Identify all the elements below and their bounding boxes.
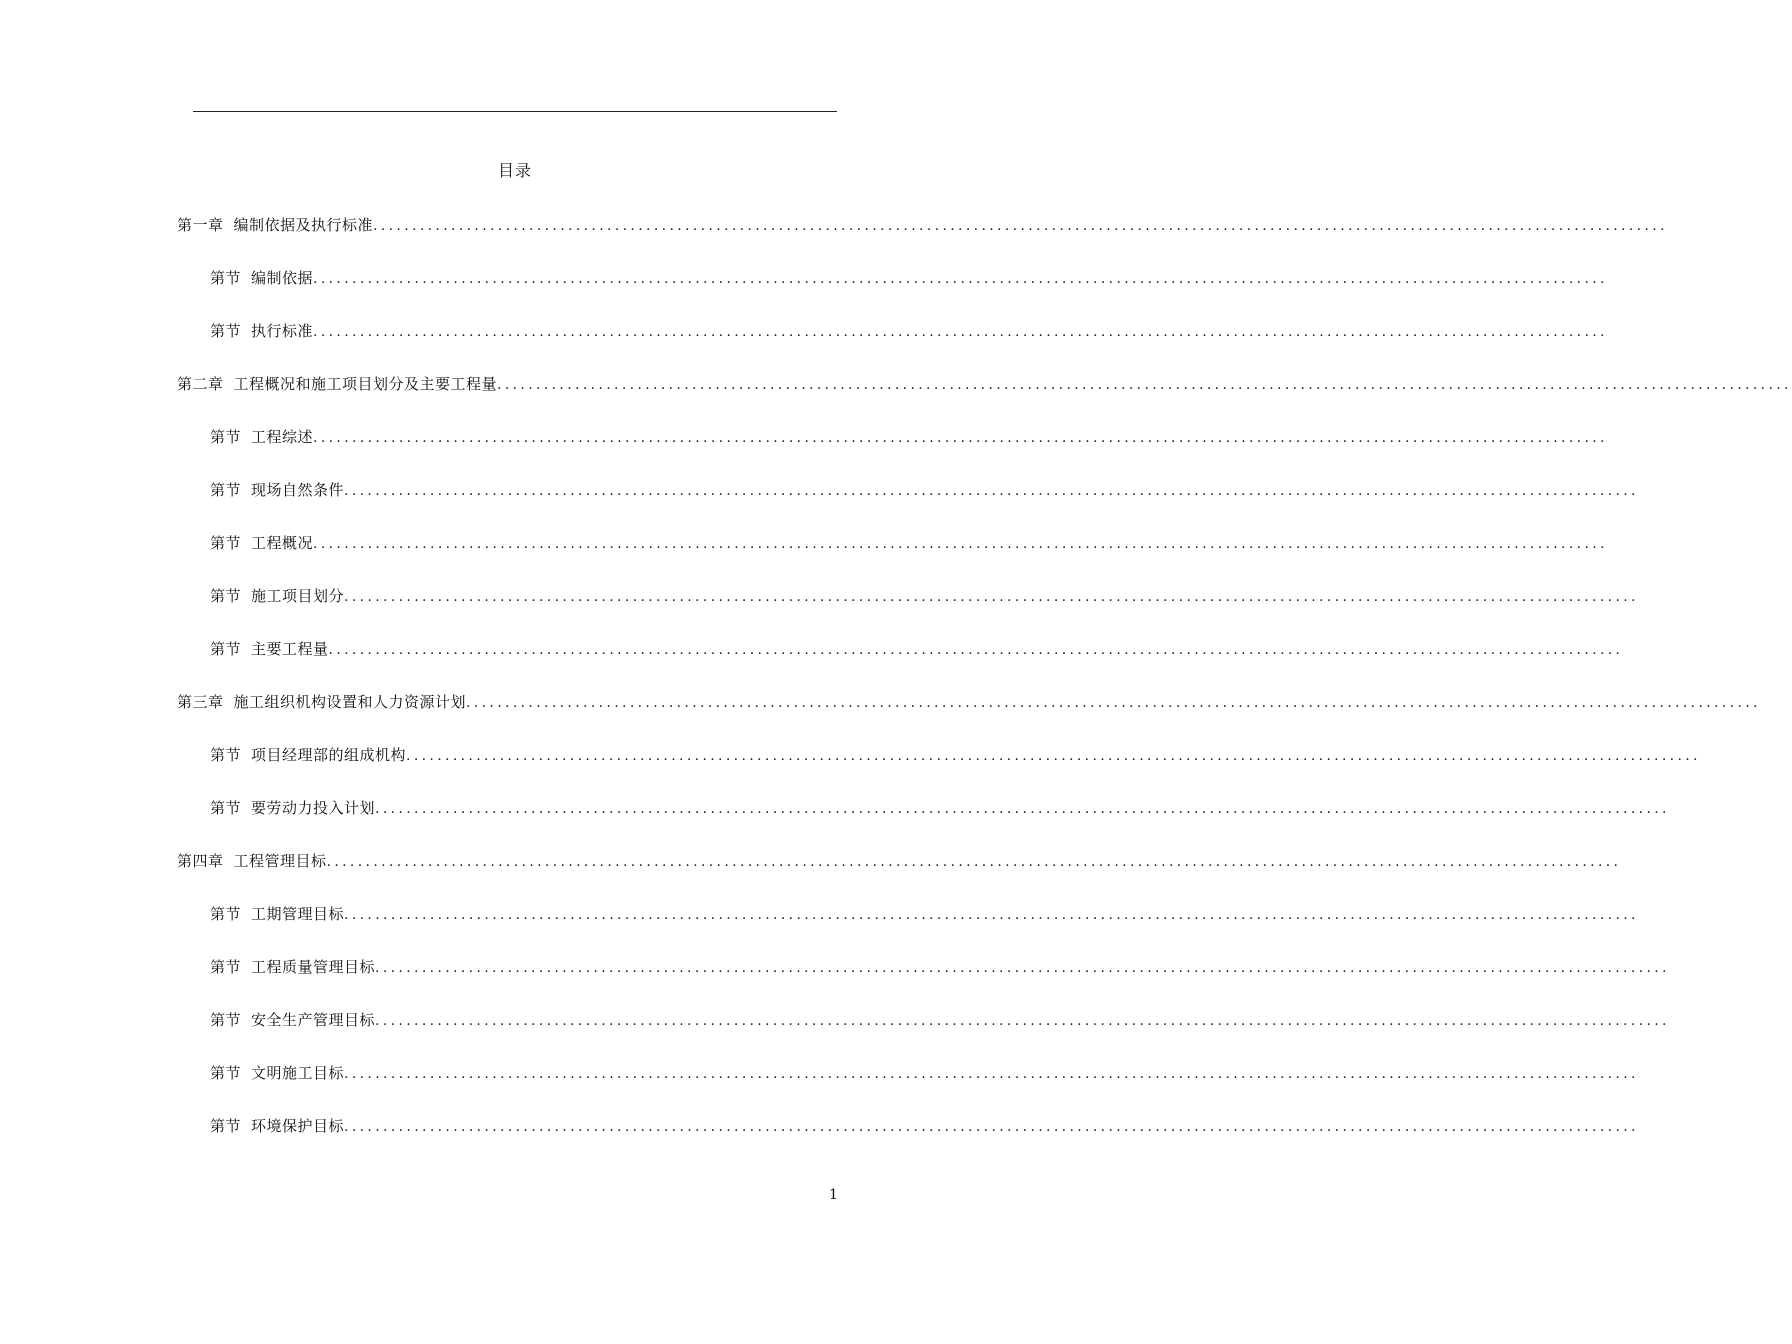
toc-entry-prefix: 第三章 [177,693,224,711]
dot-leader: ...................................................................................................................................................................... [497,377,1792,393]
toc-entry-section[interactable] [210,953,1670,977]
toc-entry-section[interactable] [210,476,1639,500]
toc-entry-label [210,1115,344,1136]
toc-entry-section[interactable] [210,1006,1670,1030]
dot-leader: ...................................................................................................................................................................... [375,801,1670,817]
toc-entry-section[interactable] [210,423,1608,447]
dot-leader: ...................................................................................................................................................................... [344,907,1639,923]
toc-entry-label [210,479,344,500]
toc-entry-prefix: 第节 [210,481,242,499]
toc-entry-label [177,850,327,871]
dot-leader: ...................................................................................................................................................................... [313,271,1608,287]
toc-entry-section[interactable] [210,317,1608,341]
toc-entry-section[interactable] [210,635,1624,659]
toc-entry-prefix: 第节 [210,640,242,658]
toc-entry-prefix: 第节 [210,1011,242,1029]
toc-entry-text: 项目经理部的组成机构 [251,746,407,764]
page-number: 1 [829,1187,838,1203]
toc-entry-text: 执行标准 [251,322,314,340]
toc-entry-text: 要劳动力投入计划 [251,799,376,817]
toc-entry-text: 施工组织机构设置和人力资源计划 [233,693,467,711]
toc-entry-prefix: 第节 [210,1117,242,1135]
toc-entry-text: 环境保护目标 [251,1117,345,1135]
toc-entry-prefix: 第四章 [177,852,224,870]
toc-entry-text: 施工项目划分 [251,587,345,605]
toc-entry-text: 工程概况 [251,534,314,552]
toc-entry-prefix: 第二章 [177,375,224,393]
toc-entry-label [210,267,313,288]
toc-entry-label [210,1062,344,1083]
toc-entry-section[interactable] [210,264,1608,288]
toc-entry-label [210,956,375,977]
toc-entry-label [210,744,406,765]
toc-entry-text: 主要工程量 [251,640,329,658]
dot-leader: ...................................................................................................................................................................... [375,1013,1670,1029]
toc-entry-text: 编制依据及执行标准 [233,216,374,234]
toc-entry-prefix: 第节 [210,799,242,817]
dot-leader: ...................................................................................................................................................................... [344,1066,1639,1082]
toc-entry-prefix: 第一章 [177,216,224,234]
toc-entry-chapter-4[interactable] [177,847,1622,871]
toc-entry-label [210,532,313,553]
toc-entry-section[interactable] [210,1112,1639,1136]
toc-entry-text: 文明施工目标 [251,1064,345,1082]
dot-leader: ...................................................................................................................................................................... [313,536,1608,552]
toc-entry-label [210,426,313,447]
toc-entry-label [210,1009,375,1030]
toc-entry-section[interactable] [210,900,1639,924]
toc-entry-prefix: 第节 [210,428,242,446]
toc-title: 目录 [497,161,532,180]
toc-entry-label [177,691,466,712]
toc-entry-text: 工程管理目标 [233,852,327,870]
dot-leader: ...................................................................................................................................................................... [328,642,1624,658]
toc-entry-label [210,638,329,659]
dot-leader: ...................................................................................................................................................................... [326,854,1622,870]
toc-entry-label [210,797,375,818]
toc-entry-text: 编制依据 [251,269,314,287]
dot-leader: ...................................................................................................................................................................... [344,483,1639,499]
toc-entry-text: 工程质量管理目标 [251,958,376,976]
toc-entry-label [210,320,313,341]
toc-entry-prefix: 第节 [210,905,242,923]
toc-entry-text: 工期管理目标 [251,905,345,923]
toc-entry-section[interactable] [210,794,1670,818]
dot-leader: ...................................................................................................................................................................... [375,960,1670,976]
toc-entry-section[interactable] [210,1059,1639,1083]
toc-entry-section[interactable] [210,741,1701,765]
toc-entry-chapter-1[interactable] [177,211,1668,235]
toc-entry-prefix: 第节 [210,269,242,287]
dot-leader: ...................................................................................................................................................................... [344,1119,1639,1135]
toc-entry-text: 工程概况和施工项目划分及主要工程量 [233,375,498,393]
toc-entry-prefix: 第节 [210,322,242,340]
toc-entry-prefix: 第节 [210,1064,242,1082]
dot-leader: ...................................................................................................................................................................... [373,218,1668,234]
toc-entry-prefix: 第节 [210,534,242,552]
toc-entry-section[interactable] [210,529,1608,553]
dot-leader: ...................................................................................................................................................................... [313,324,1608,340]
toc-entry-label [210,585,344,606]
toc-entry-chapter-2[interactable] [177,370,1792,394]
dot-leader: ...................................................................................................................................................................... [313,430,1608,446]
toc-entry-label [210,903,344,924]
toc-entry-text: 现场自然条件 [251,481,345,499]
toc-entry-section[interactable] [210,582,1639,606]
toc-entry-chapter-3[interactable] [177,688,1761,712]
toc-entry-prefix: 第节 [210,958,242,976]
toc-entry-label [177,214,373,235]
dot-leader: ...................................................................................................................................................................... [344,589,1639,605]
dot-leader: ...................................................................................................................................................................... [466,695,1761,711]
dot-leader: ...................................................................................................................................................................... [406,748,1701,764]
toc-entry-text: 工程综述 [251,428,314,446]
toc-entry-label [177,373,497,394]
toc-entry-prefix: 第节 [210,746,242,764]
toc-entry-text: 安全生产管理目标 [251,1011,376,1029]
toc-entry-prefix: 第节 [210,587,242,605]
